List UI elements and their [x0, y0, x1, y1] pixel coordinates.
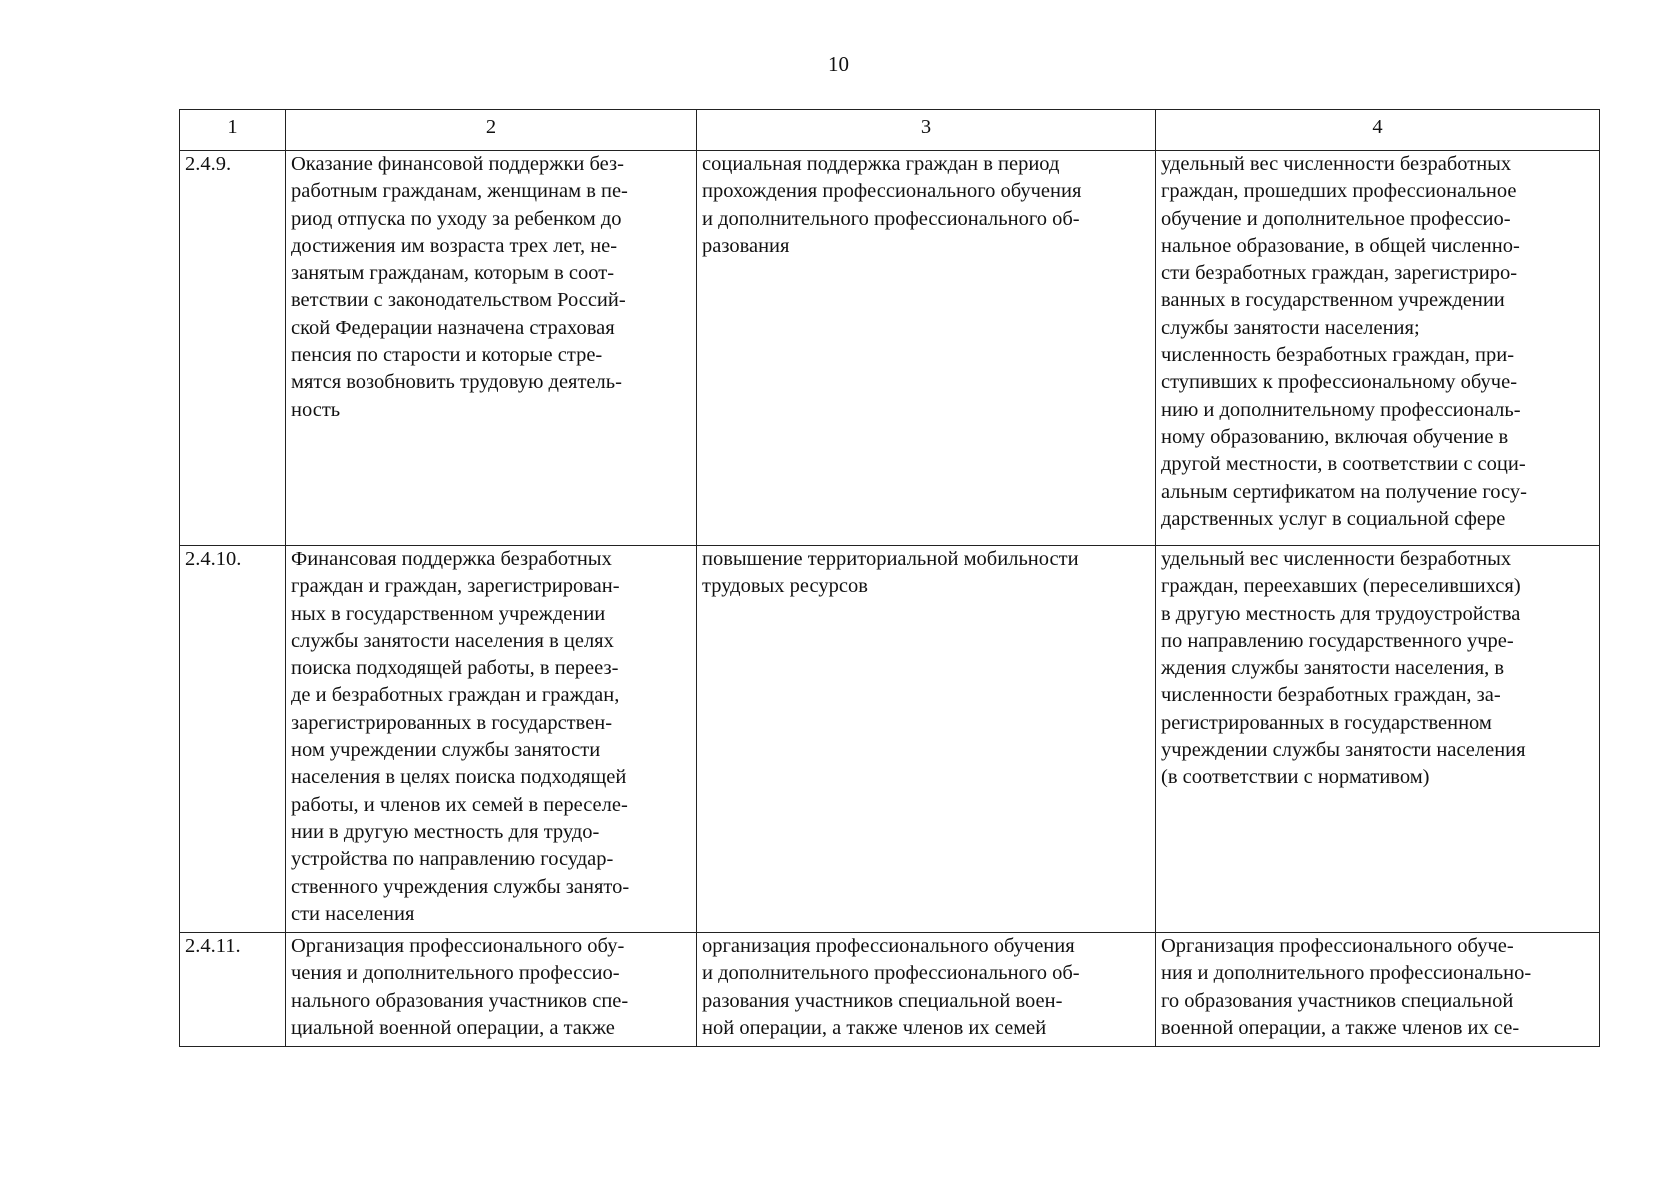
measure-name-cell: Оказание финансовой поддержки без- работным гражданам, женщинам в пе- риод отпуска по уходу за ребенком до достижения им возраста трех лет, не- занятым гражданам, которым в соот- ветствии с законодательством Россий- ской Федерации назначена страховая пенсия по старости и которые стре- мятся возобновить трудовую деятель- ность	[286, 151, 697, 546]
measure-name-cell: Организация профессионального обу- чения и дополнительного профессио- нального образования участников спе- циальной военной операции, а также	[286, 933, 697, 1047]
data-table	[179, 109, 1600, 1047]
column-header-4: 4	[1156, 110, 1600, 151]
row-number-cell: 2.4.10.	[180, 546, 286, 933]
indicator-cell: Организация профессионального обуче- ния и дополнительного профессионально- го образования участников специальной военной операции, а также членов их се-	[1156, 933, 1600, 1047]
row-number-cell: 2.4.9.	[180, 151, 286, 546]
page-number: 10	[828, 52, 849, 76]
indicator-cell: удельный вес численности безработных граждан, переехавших (переселившихся) в другую местность для трудоустройства по направлению государственного учре- ждения службы занятости населения, в численности безработных граждан, за- регистрированных в государственном учреждении службы занятости населения (в соответствии с нормативом)	[1156, 546, 1600, 933]
column-header-1: 1	[180, 110, 286, 151]
table-row	[180, 151, 1600, 546]
table-row	[180, 933, 1600, 1047]
table-header-row	[180, 110, 1600, 151]
column-header-2: 2	[286, 110, 697, 151]
measure-name-cell: Финансовая поддержка безработных граждан и граждан, зарегистрирован- ных в государственном учреждении службы занятости населения в целях поиска подходящей работы, в переез- де и безработных граждан и граждан, зарегистрированных в государствен- ном учреждении службы занятости населения в целях поиска подходящей работы, и членов их семей в переселе- нии в другую местность для трудо- устройства по направлению государ- ственного учреждения службы занято- сти населения	[286, 546, 697, 933]
objective-cell: социальная поддержка граждан в период прохождения профессионального обучения и дополнительного профессионального об- разования	[697, 151, 1156, 546]
table-row	[180, 546, 1600, 933]
objective-cell: повышение территориальной мобильности трудовых ресурсов	[697, 546, 1156, 933]
row-number-cell: 2.4.11.	[180, 933, 286, 1047]
objective-cell: организация профессионального обучения и дополнительного профессионального об- разования участников специальной воен- ной операции, а также членов их семей	[697, 933, 1156, 1047]
column-header-3: 3	[697, 110, 1156, 151]
indicator-cell: удельный вес численности безработных граждан, прошедших профессиональное обучение и дополнительное профессио- нальное образование, в общей численно- сти безработных граждан, зарегистриро- ванных в государственном учреждении службы занятости населения; численность безработных граждан, при- ступивших к профессиональному обуче- нию и дополнительному профессиональ- ному образованию, включая обучение в другой местности, в соответствии с соци- альным сертификатом на получение госу- дарственных услуг в социальной сфере	[1156, 151, 1600, 546]
